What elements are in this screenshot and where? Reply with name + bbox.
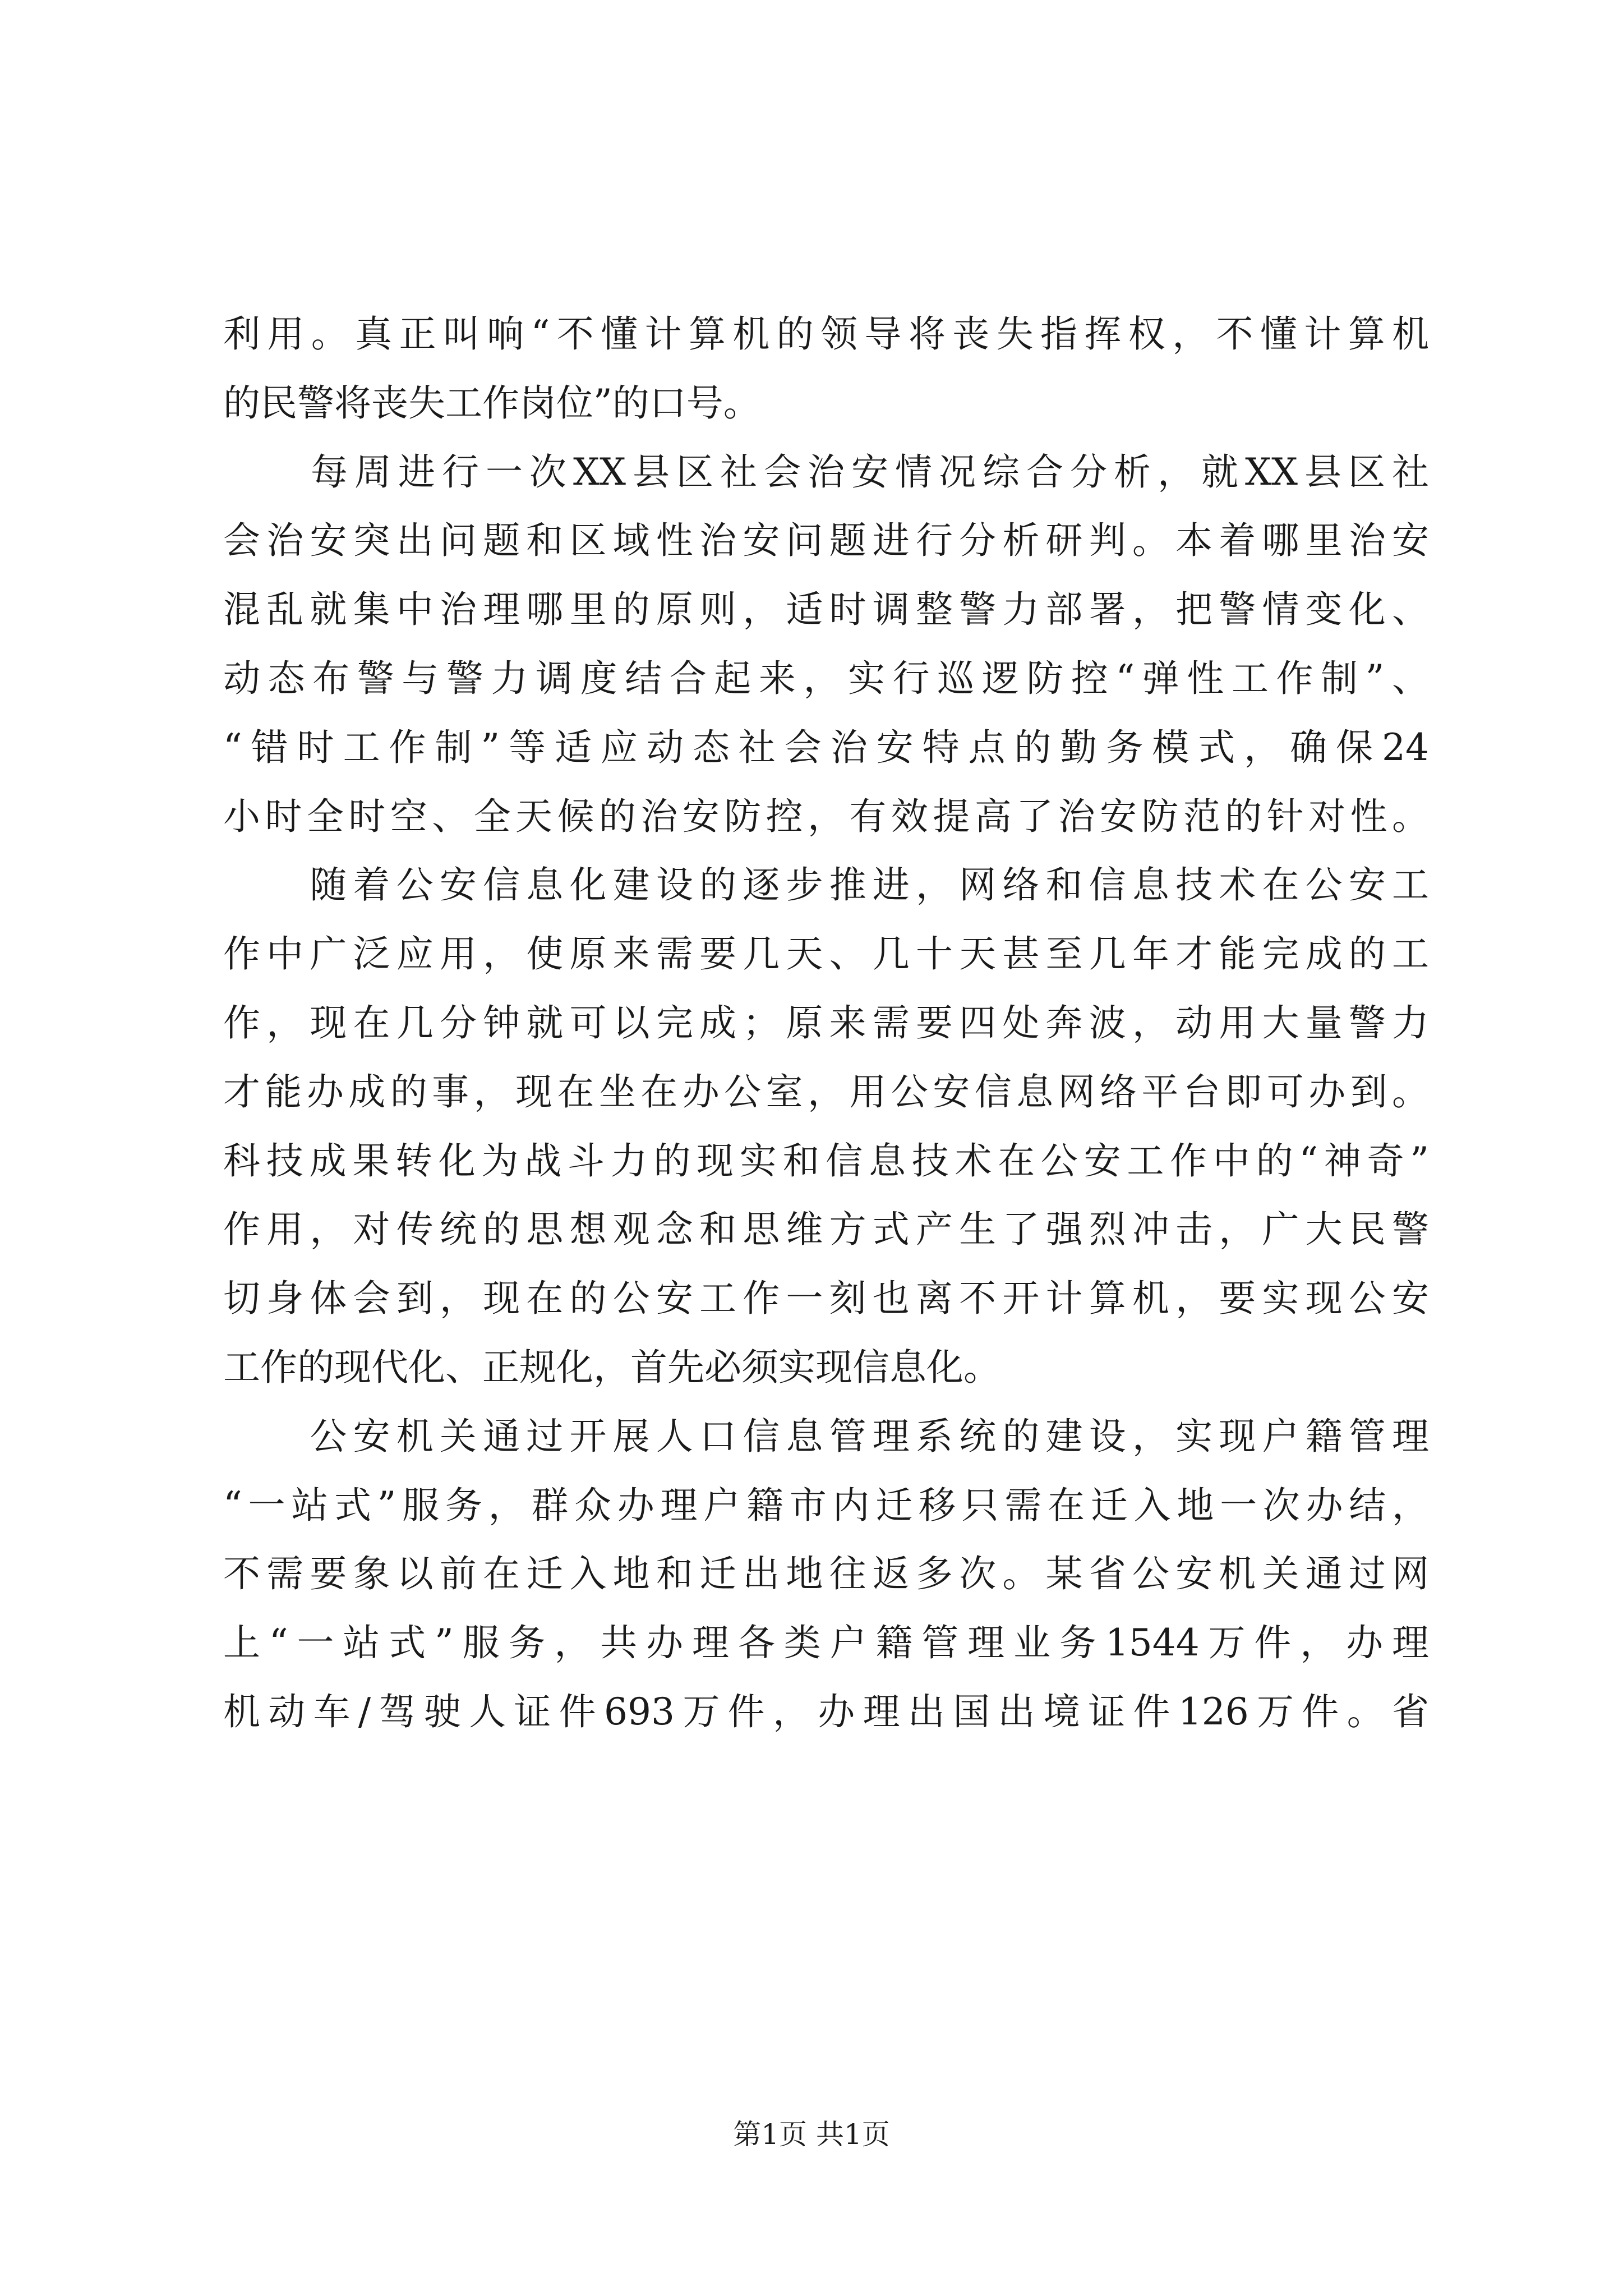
- text-line: 上“一站式”服务，共办理各类户籍管理业务1544万件，办理: [223, 1621, 1429, 1665]
- text-line: 小时全时空、全天候的治安防控，有效提高了治安防范的针对性。: [223, 794, 1429, 838]
- page-number-footer: 第1页 共1页: [733, 2118, 890, 2151]
- text-line: 每周进行一次XX县区社会治安情况综合分析，就XX县区社: [223, 450, 1429, 494]
- text-line: 随着公安信息化建设的逐步推进，网络和信息技术在公安工: [223, 863, 1429, 907]
- text-line: 工作的现代化、正规化，首先必须实现信息化。: [223, 1345, 1000, 1389]
- text-line: 不需要象以前在迁入地和迁出地往返多次。某省公安机关通过网: [223, 1552, 1429, 1596]
- text-line: 切身体会到，现在的公安工作一刻也离不开计算机，要实现公安: [223, 1277, 1429, 1320]
- text-line: 动态布警与警力调度结合起来，实行巡逻防控“弹性工作制”、: [223, 656, 1429, 700]
- text-line: 会治安突出问题和区域性治安问题进行分析研判。本着哪里治安: [223, 519, 1429, 563]
- text-line: 公安机关通过开展人口信息管理系统的建设，实现户籍管理: [223, 1414, 1429, 1458]
- text-line: 才能办成的事，现在坐在办公室，用公安信息网络平台即可办到。: [223, 1070, 1429, 1114]
- text-line: 机动车/驾驶人证件693万件，办理出国出境证件126万件。省: [223, 1690, 1429, 1733]
- document-body: [223, 300, 1429, 1747]
- text-line: 作，现在几分钟就可以完成；原来需要四处奔波，动用大量警力: [223, 1001, 1429, 1045]
- text-line: 利用。真正叫响“不懂计算机的领导将丧失指挥权，不懂计算机: [223, 312, 1429, 356]
- text-line: 科技成果转化为战斗力的现实和信息技术在公安工作中的“神奇”: [223, 1139, 1429, 1182]
- text-line: “错时工作制”等适应动态社会治安特点的勤务模式，确保24: [223, 725, 1429, 769]
- text-line: “一站式”服务，群众办理户籍市内迁移只需在迁入地一次办结，: [223, 1483, 1429, 1527]
- text-line: 作用，对传统的思想观念和思维方式产生了强烈冲击，广大民警: [223, 1208, 1429, 1251]
- text-line: 作中广泛应用，使原来需要几天、几十天甚至几年才能完成的工: [223, 932, 1429, 976]
- text-line: 的民警将丧失工作岗位”的口号。: [223, 381, 760, 425]
- text-line: 混乱就集中治理哪里的原则，适时调整警力部署，把警情变化、: [223, 588, 1429, 632]
